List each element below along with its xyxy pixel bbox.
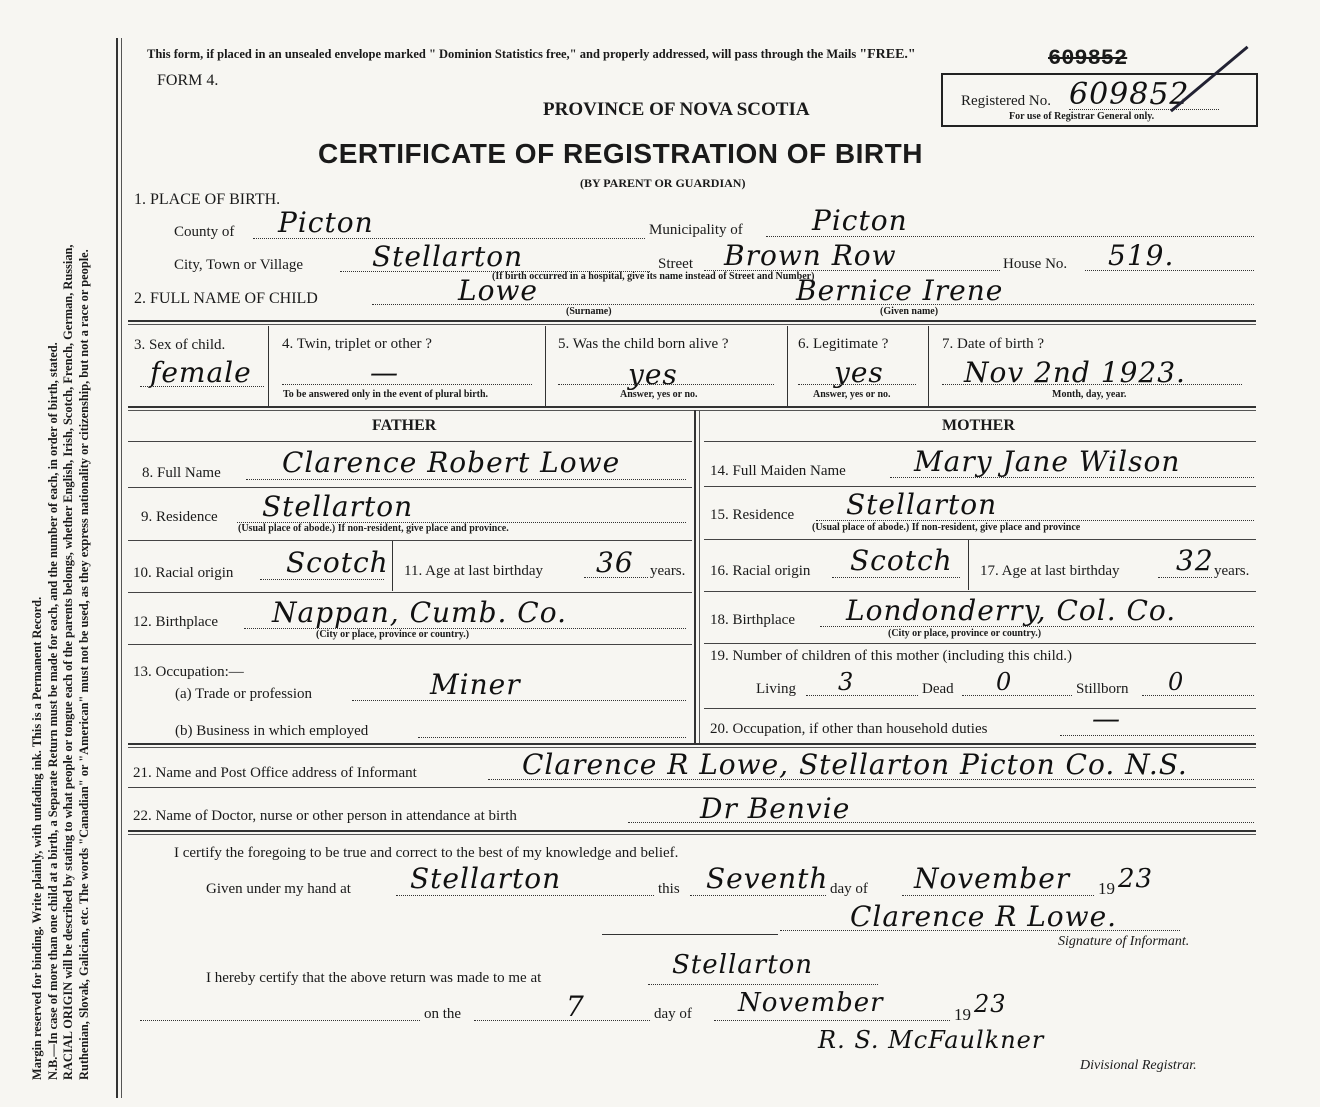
father-residence-note: (Usual place of abode.) If non-resident, give place and province. (238, 523, 509, 534)
registrar-place-dots (648, 984, 878, 985)
child-surname-caption: (Surname) (566, 306, 612, 317)
mother-birthplace-dots (820, 626, 1254, 627)
father-name-dots (246, 479, 686, 480)
registrar-signature-caption: Divisional Registrar. (1080, 1058, 1197, 1073)
doctor-value: Dr Benvie (700, 792, 851, 825)
rule-doctor-b (128, 834, 1256, 835)
registrar-lead-dots (140, 1020, 420, 1021)
father-racial-dots (260, 579, 384, 580)
month-dots (902, 895, 1094, 896)
registrar-month-dots (714, 1020, 950, 1021)
legit-label: 6. Legitimate ? (798, 336, 889, 352)
registrar-statement: I hereby certify that the above return was made to me at (206, 970, 542, 986)
given-place-dots (396, 895, 654, 896)
father-rule-3 (128, 592, 692, 593)
mother-rule-2 (704, 539, 1256, 540)
margin-line-1: Margin reserved for binding. Write plainly, with unfading ink. This is a Permanent Record. (30, 596, 44, 1080)
registered-value: 609852 (1069, 77, 1190, 112)
mother-rule-0 (704, 441, 1256, 442)
free-mark: "FREE." (859, 47, 916, 62)
father-birthplace-note: (City or place, province or country.) (316, 629, 470, 640)
month-value: November (914, 862, 1071, 895)
informant-label: 21. Name and Post Office address of Informant (133, 765, 417, 781)
rule-top-row (128, 320, 1256, 322)
certificate-subtitle: (BY PARENT OR GUARDIAN) (580, 176, 746, 190)
registered-box (941, 73, 1258, 127)
form-number: FORM 4. (157, 72, 219, 89)
father-racial-label: 10. Racial origin (133, 565, 234, 581)
col-divider-4 (928, 326, 929, 406)
rule-informant (128, 787, 1256, 788)
registrar-year-value: 23 (974, 990, 1007, 1018)
mother-stillborn-value: 0 (1168, 668, 1185, 696)
mother-name-value: Mary Jane Wilson (914, 445, 1181, 478)
mother-rule-5 (704, 708, 1256, 709)
legit-note: Answer, yes or no. (813, 389, 891, 400)
mother-residence-label: 15. Residence (710, 507, 795, 523)
binding-rule-right (121, 38, 122, 1098)
father-rule-1 (128, 487, 692, 488)
mother-occupation-label: 20. Occupation, if other than household duties (710, 721, 988, 737)
dob-dots (942, 384, 1242, 385)
mother-racial-dots (832, 577, 960, 578)
municipality-dots (766, 236, 1254, 237)
postal-notice: This form, if placed in an unsealed envelope marked " Dominion Statistics free," and properly addressed, will pass through the Mails "FREE." (147, 47, 916, 62)
county-value: Picton (278, 206, 374, 239)
twin-value: — (370, 356, 399, 389)
mother-living-dots (806, 695, 918, 696)
registrar-year-prefix: 19 (954, 1005, 971, 1024)
father-business-label: (b) Business in which employed (175, 723, 369, 739)
registrar-day-of-label: day of (654, 1006, 692, 1022)
mother-living-value: 3 (838, 668, 855, 696)
certificate-title: CERTIFICATE OF REGISTRATION OF BIRTH (318, 138, 923, 169)
father-age-unit: years. (650, 563, 686, 579)
municipality-label: Municipality of (649, 222, 743, 238)
hospital-note: (If birth occurred in a hospital, give its name instead of Street and Number) (492, 271, 815, 282)
sex-value: female (150, 356, 252, 389)
father-heading: FATHER (372, 417, 437, 434)
city-label: City, Town or Village (174, 257, 304, 273)
mother-birthplace-value: Londonderry, Col. Co. (846, 594, 1177, 627)
mother-residence-value: Stellarton (846, 488, 998, 521)
father-age-dots (584, 577, 648, 578)
province-heading: PROVINCE OF NOVA SCOTIA (543, 99, 810, 120)
child-name-label: 2. FULL NAME OF CHILD (134, 290, 318, 307)
house-value: 519. (1108, 239, 1175, 272)
mother-racial-value: Scotch (850, 544, 953, 577)
twin-note: To be answered only in the event of plural birth. (283, 389, 489, 400)
father-racial-divider (392, 541, 393, 591)
father-residence-label: 9. Residence (141, 509, 218, 525)
informant-signature-dots (780, 930, 1180, 931)
mother-occupation-dots (1060, 735, 1254, 736)
certify-statement: I certify the foregoing to be true and correct to the best of my knowledge and belief. (174, 845, 679, 861)
mother-residence-note: (Usual place of abode.) If non-resident, give place and province (812, 522, 1081, 533)
informant-value: Clarence R Lowe, Stellarton Picton Co. N.S. (522, 748, 1188, 781)
father-age-label: 11. Age at last birthday (404, 563, 543, 579)
father-occupation-label: 13. Occupation:— (133, 664, 244, 680)
child-given-value: Bernice Irene (796, 274, 1004, 307)
col-divider-2 (545, 326, 546, 406)
registrar-on-the-label: on the (424, 1006, 462, 1022)
county-dots (253, 238, 645, 239)
mother-living-label: Living (756, 681, 796, 697)
stamp-number: 609852 (1048, 46, 1128, 71)
mother-name-label: 14. Full Maiden Name (710, 463, 846, 479)
mother-age-value: 32 (1176, 544, 1214, 577)
rule-below-grid (128, 743, 1256, 745)
father-trade-label: (a) Trade or profession (175, 686, 313, 702)
day-dots (690, 895, 826, 896)
dob-value: Nov 2nd 1923. (964, 356, 1186, 389)
signature-line (602, 934, 778, 935)
informant-dots (488, 779, 1254, 780)
twin-dots (282, 384, 532, 385)
registrar-place-value: Stellarton (672, 950, 814, 980)
house-label: House No. (1003, 256, 1068, 272)
given-label: Given under my hand at (206, 881, 351, 897)
legit-value: yes (834, 356, 884, 389)
this-label: this (658, 881, 680, 897)
registrar-signature: R. S. McFaulkner (818, 1026, 1045, 1054)
registrar-note: For use of Registrar General only. (1009, 111, 1155, 122)
father-trade-dots (352, 700, 686, 701)
dob-note: Month, day, year. (1052, 389, 1127, 400)
mother-occupation-value: — (1092, 702, 1121, 735)
rule-top-row-b (128, 324, 1256, 325)
sex-dots (140, 386, 264, 387)
mother-birthplace-label: 18. Birthplace (710, 612, 795, 628)
mother-residence-dots (816, 520, 1254, 521)
parents-divider-b (699, 410, 700, 743)
mother-age-label: 17. Age at last birthday (980, 563, 1120, 579)
rule-bottom-row-b (128, 410, 1256, 411)
alive-value: yes (628, 358, 678, 391)
binding-rule-left (116, 38, 118, 1098)
col-divider-1 (268, 326, 269, 406)
mother-children-label: 19. Number of children of this mother (including this child.) (710, 648, 1073, 664)
registered-label: Registered No. (961, 93, 1051, 109)
father-business-dots (418, 737, 686, 738)
day-of-label: day of (830, 881, 868, 897)
father-rule-4 (128, 644, 692, 645)
mother-racial-label: 16. Racial origin (710, 563, 811, 579)
mother-stillborn-dots (1142, 695, 1254, 696)
margin-instructions (30, 20, 92, 1080)
mother-dead-label: Dead (922, 681, 954, 697)
city-value: Stellarton (372, 240, 524, 273)
alive-label: 5. Was the child born alive ? (558, 336, 729, 352)
house-dots (1085, 270, 1254, 271)
mother-heading: MOTHER (942, 417, 1015, 434)
mother-racial-divider (968, 540, 969, 590)
alive-dots (558, 384, 774, 385)
margin-line-4: Ruthenian, Slovak, Galician, etc. The words "Canadian" or "American" must not be used, as they express nationality or citizenship, but not a race or people. (76, 249, 91, 1080)
street-value: Brown Row (724, 239, 897, 272)
street-label: Street (658, 256, 693, 272)
mother-stillborn-label: Stillborn (1076, 681, 1129, 697)
father-birthplace-value: Nappan, Cumb. Co. (272, 596, 567, 629)
father-age-value: 36 (596, 546, 634, 579)
alive-note: Answer, yes or no. (620, 389, 698, 400)
mother-name-dots (890, 477, 1254, 478)
mother-rule-1 (704, 486, 1256, 487)
father-rule-2 (128, 540, 692, 541)
registrar-day-dots (474, 1020, 650, 1021)
mother-rule-4 (704, 643, 1256, 644)
mother-rule-3 (704, 591, 1256, 592)
year-prefix: 19 (1098, 879, 1115, 898)
dob-label: 7. Date of birth ? (942, 336, 1045, 352)
margin-line-3: RACIAL ORIGIN will be described by stating to what people or tongue each of the parents belongs, whether English, Irish, Scotch, French, German, Russian, (61, 244, 76, 1080)
child-surname-value: Lowe (458, 274, 538, 307)
father-trade-value: Miner (430, 668, 521, 701)
legit-dots (798, 384, 916, 385)
registrar-day-value: 7 (566, 990, 585, 1023)
father-rule-0 (128, 441, 692, 442)
father-name-value: Clarence Robert Lowe (282, 446, 621, 479)
registered-dots (1069, 109, 1219, 110)
mother-age-unit: years. (1214, 563, 1250, 579)
twin-label: 4. Twin, triplet or other ? (282, 336, 432, 352)
day-value: Seventh (706, 862, 829, 895)
father-racial-value: Scotch (286, 546, 389, 579)
municipality-value: Picton (812, 204, 908, 237)
rule-bottom-row (128, 406, 1256, 408)
place-heading: 1. PLACE OF BIRTH. (134, 191, 281, 208)
informant-signature-caption: Signature of Informant. (1058, 934, 1190, 949)
given-place-value: Stellarton (410, 862, 562, 895)
mother-dead-dots (962, 695, 1072, 696)
year-value: 23 (1118, 864, 1154, 894)
father-name-label: 8. Full Name (142, 465, 221, 481)
informant-signature: Clarence R Lowe. (850, 900, 1118, 933)
doctor-label: 22. Name of Doctor, nurse or other person in attendance at birth (133, 808, 517, 824)
mother-age-dots (1158, 577, 1212, 578)
margin-line-2: N.B.—In case of more than one child at a birth, a Separate Return must be made for each, and the number of each, in order of birth, stated. (45, 342, 60, 1080)
parents-divider-a (694, 410, 696, 743)
mother-dead-value: 0 (996, 668, 1013, 696)
mother-birthplace-note: (City or place, province or country.) (888, 628, 1042, 639)
sex-label: 3. Sex of child. (134, 337, 226, 353)
doctor-dots (628, 822, 1254, 823)
child-given-caption: (Given name) (880, 306, 939, 317)
father-residence-value: Stellarton (262, 490, 414, 523)
rule-doctor (128, 830, 1256, 832)
father-birthplace-label: 12. Birthplace (133, 614, 218, 630)
registrar-month-value: November (738, 988, 884, 1018)
col-divider-3 (787, 326, 788, 406)
county-label: County of (174, 224, 235, 240)
